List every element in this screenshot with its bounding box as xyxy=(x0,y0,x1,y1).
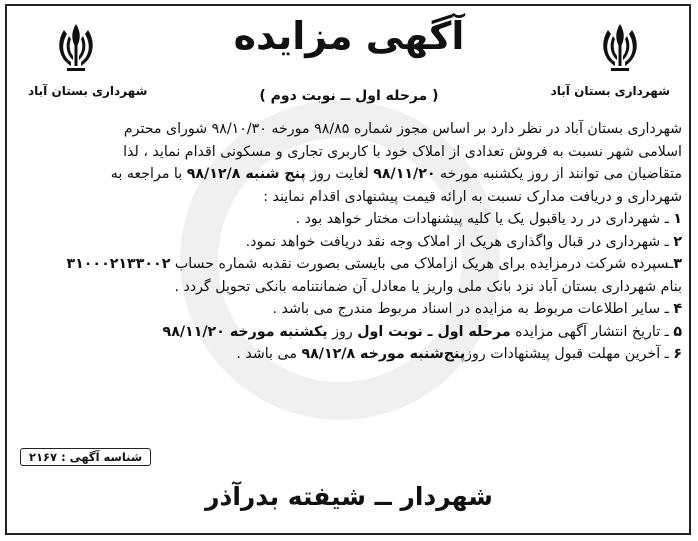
account-number: ۳۱۰۰۰۲۱۳۳۰۰۲ xyxy=(66,256,171,272)
intro-3e: با مراجعه به xyxy=(110,166,187,182)
conditions-list xyxy=(14,208,682,366)
org-name-right: شهرداری بستان آباد xyxy=(550,84,670,98)
intro-line-3 xyxy=(14,163,682,186)
intro-line-2: اسلامی شهر نسبت به فروش تعدادی از املاک خود با کاربری تجاری و مسکونی اقدام نماید ، لذا xyxy=(123,143,682,160)
list-item: ۲ ـ شهرداری در قبال واگذاری هریک از املاک وجه نقد دریافت خواهد نمود. xyxy=(245,233,682,250)
list-item: ۱ ـ شهرداری در رد یاقبول یک یا کلیه پیشنهادات مختار خواهد بود . xyxy=(295,211,682,227)
header xyxy=(10,10,688,120)
page-subtitle: ( مرحله اول ــ نوبت دوم ) xyxy=(259,88,439,104)
intro-3c: لغایت روز xyxy=(305,166,374,182)
list-item: ۴ ـ سایر اطلاعات مربوط به مزایده در اسناد مربوط مندرج می باشد . xyxy=(272,301,682,317)
intro-3a: متقاضیان می توانند از روز یکشنبه مورخه xyxy=(435,166,682,182)
intro-3b: ۹۸/۱۱/۲۰ xyxy=(373,166,436,182)
list-item: ۵ ـ تاریخ انتشار آگهی مزایده مرحله اول ـ نوبت اول روز یکشنبه مورخه ۹۸/۱۱/۲۰ xyxy=(162,323,682,340)
intro-line-4: شهرداری و دریافت مدارک نسبت به ارائه قیمت پیشنهادی اقدام نمایند : xyxy=(263,188,682,205)
list-item: ۶ ـ آخرین مهلت قبول پیشنهادات روزپنج‌شنبه مورخه ۹۸/۱۲/۸ می باشد . xyxy=(236,346,682,362)
intro-line-1: شهرداری بستان آباد در نظر دارد بر اساس مجوز شماره ۹۸/۸۵ مورخه ۹۸/۱۰/۳۰ شورای محترم xyxy=(123,121,682,137)
intro-3d: پنج شنبه ۹۸/۱۲/۸ xyxy=(186,166,306,182)
list-item-continuation: بنام شهرداری بستان آباد نزد بانک ملی واریز یا معادل آن ضمانتنامه بانکی تحویل گردد . xyxy=(174,278,682,295)
page-title: آگهی مزایده xyxy=(233,14,465,58)
org-name-left: شهرداری بستان آباد xyxy=(28,84,148,98)
announcement-body xyxy=(14,118,682,366)
ad-id-badge: شناسه آگهی : ۲۱۶۷ xyxy=(20,448,151,466)
signature: شهردار ــ شیفته بدرآذر xyxy=(205,482,493,511)
list-item: ۳ـسپرده شرکت درمزایده برای هریک ازاملاک می بایستی بصورت نقدبه شماره حساب ۳۱۰۰۰۲۱۳۳۰۰۲ xyxy=(66,256,682,272)
